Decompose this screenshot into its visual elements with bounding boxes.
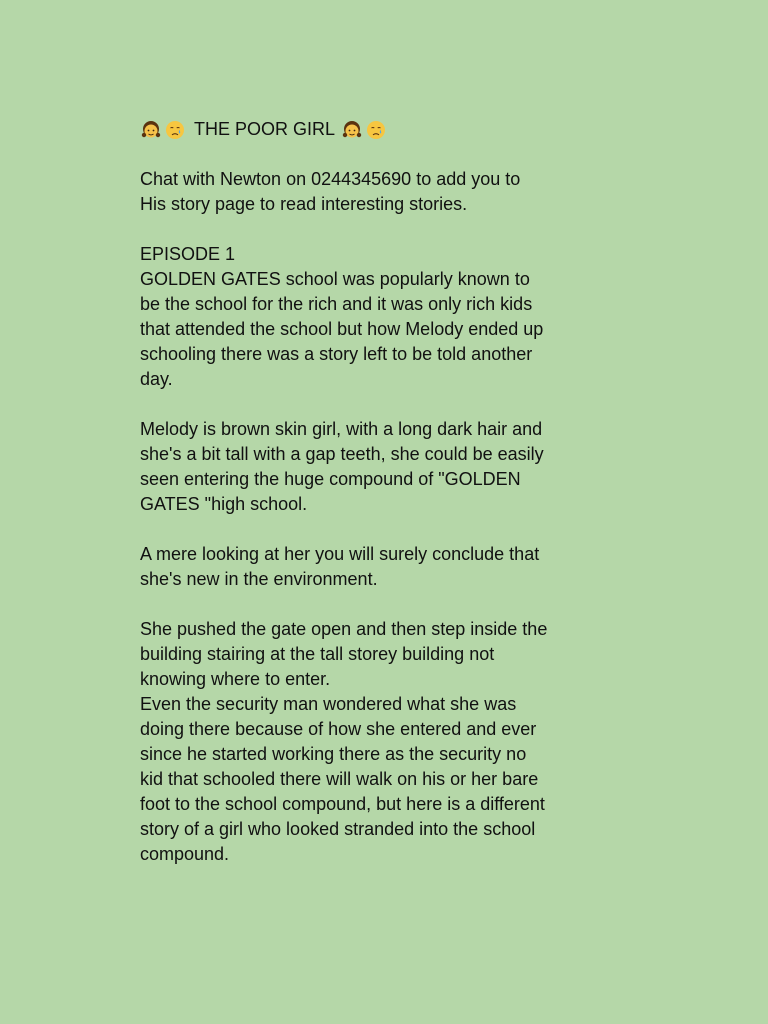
paragraph-gap [140,517,768,542]
girl-emoji-icon [140,119,162,141]
crying-face-emoji-icon [365,119,387,141]
story-paragraph-4: She pushed the gate open and then step inside the building stairing at the tall storey building not knowing where to enter. [140,619,548,689]
paragraph-gap [140,592,768,617]
crying-face-emoji-icon [164,119,186,141]
paragraph-gap [140,217,768,242]
story-title: THE POOR GIRL [194,119,336,139]
story-title-row [140,117,768,142]
girl-emoji-icon [341,119,363,141]
paragraph-gap [140,392,768,417]
story-paragraph-1: GOLDEN GATES school was popularly known to be the school for the rich and it was only rich kids that attended the school but how Melody ended up schooling there was a story left to be told another day. [140,269,544,389]
story-paragraph-2: Melody is brown skin girl, with a long dark hair and she's a bit tall with a gap teeth, she could be easily seen entering the huge compound of "GOLDEN GATES "high school. [140,419,544,514]
episode-label: EPISODE 1 [140,244,236,264]
story-paragraph-3: A mere looking at her you will surely conclude that she's new in the environment. [140,544,540,589]
intro-text: Chat with Newton on 0244345690 to add you to His story page to read interesting stories. [140,169,521,214]
story-paragraph-5: Even the security man wondered what she was doing there because of how she entered and ever since he started working there as the security no kid that schooled there will walk on his or her bare foot to the school compound, but here is a different story of a girl who looked stranded into the school compound. [140,694,545,864]
